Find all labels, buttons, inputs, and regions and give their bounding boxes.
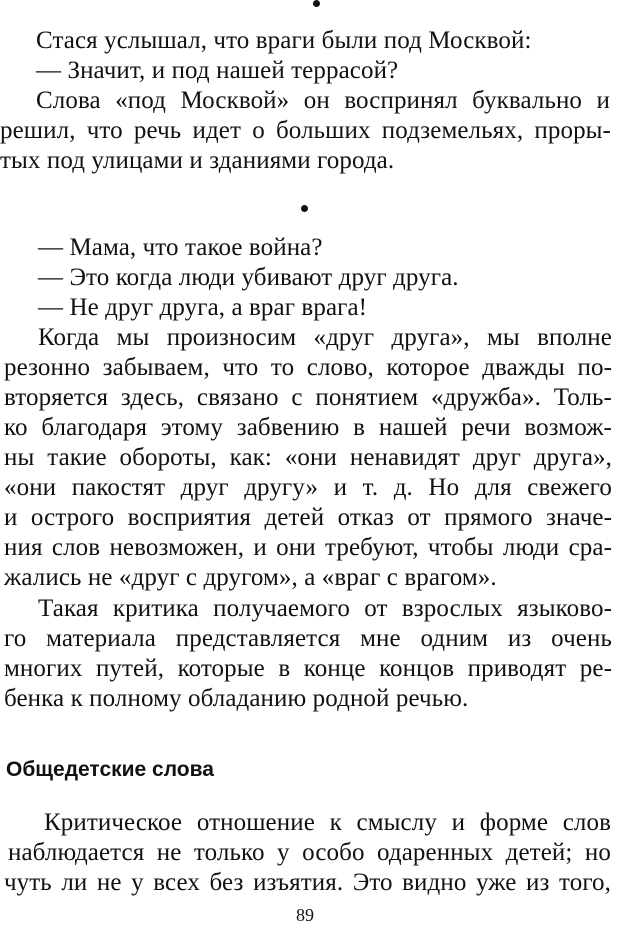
section-separator-dot xyxy=(301,205,308,212)
text-line: бенка к полному обладанию родной речью. xyxy=(4,685,469,712)
text-line: многих путей, которые в конце концов приводят ре- xyxy=(4,655,612,682)
text-line: — Мама, что такое война? xyxy=(38,234,323,261)
text-line: Стася услышал, что враги были под Москвой: xyxy=(36,27,532,54)
section-separator-dot-top xyxy=(313,0,320,7)
text-line: тых под улицами и зданиями города. xyxy=(0,147,395,174)
text-line: — Значит, и под нашей террасой? xyxy=(36,57,399,84)
text-line: жались не «друг с другом», а «враг с врагом». xyxy=(4,564,497,591)
text-line: «они пакостят друг другу» и т. д. Но для свежего xyxy=(4,474,612,501)
section-heading: Общедетские слова xyxy=(6,758,214,781)
text-line: ко благодаря этому забвению в нашей речи возмож- xyxy=(4,414,612,441)
text-line: решил, что речь идет о больших подземельях, проры- xyxy=(0,117,611,144)
text-line: Когда мы произносим «друг друга», мы вполне xyxy=(38,324,612,351)
text-line: наблюдается не только у особо одаренных детей; но xyxy=(8,839,611,866)
text-line: Такая критика получаемого от взрослых языково- xyxy=(38,595,612,622)
text-line: ны такие обороты, как: «они ненавидят друг друга», xyxy=(4,444,612,471)
text-line: Критическое отношение к смыслу и форме слов xyxy=(44,809,611,836)
text-line: Слова «под Москвой» он воспринял буквально и xyxy=(36,87,610,114)
text-line: резонно забываем, что то слово, которое дважды по- xyxy=(4,354,612,381)
text-line: и острого восприятия детей отказ от прямого значе- xyxy=(4,504,612,531)
text-line: — Не друг друга, а враг врага! xyxy=(38,294,368,321)
page-number: 89 xyxy=(296,905,314,925)
text-line: — Это когда люди убивают друг друга. xyxy=(38,264,459,291)
text-line: вторяется здесь, связано с понятием «дружба». Толь- xyxy=(4,384,612,411)
text-line: чуть ли не у всех без изъятия. Это видно уже из того, xyxy=(4,869,611,896)
text-line: ния слов невозможен, и они требуют, чтобы люди сра- xyxy=(4,534,612,561)
text-line: го материала представляется мне одним из очень xyxy=(4,625,612,652)
